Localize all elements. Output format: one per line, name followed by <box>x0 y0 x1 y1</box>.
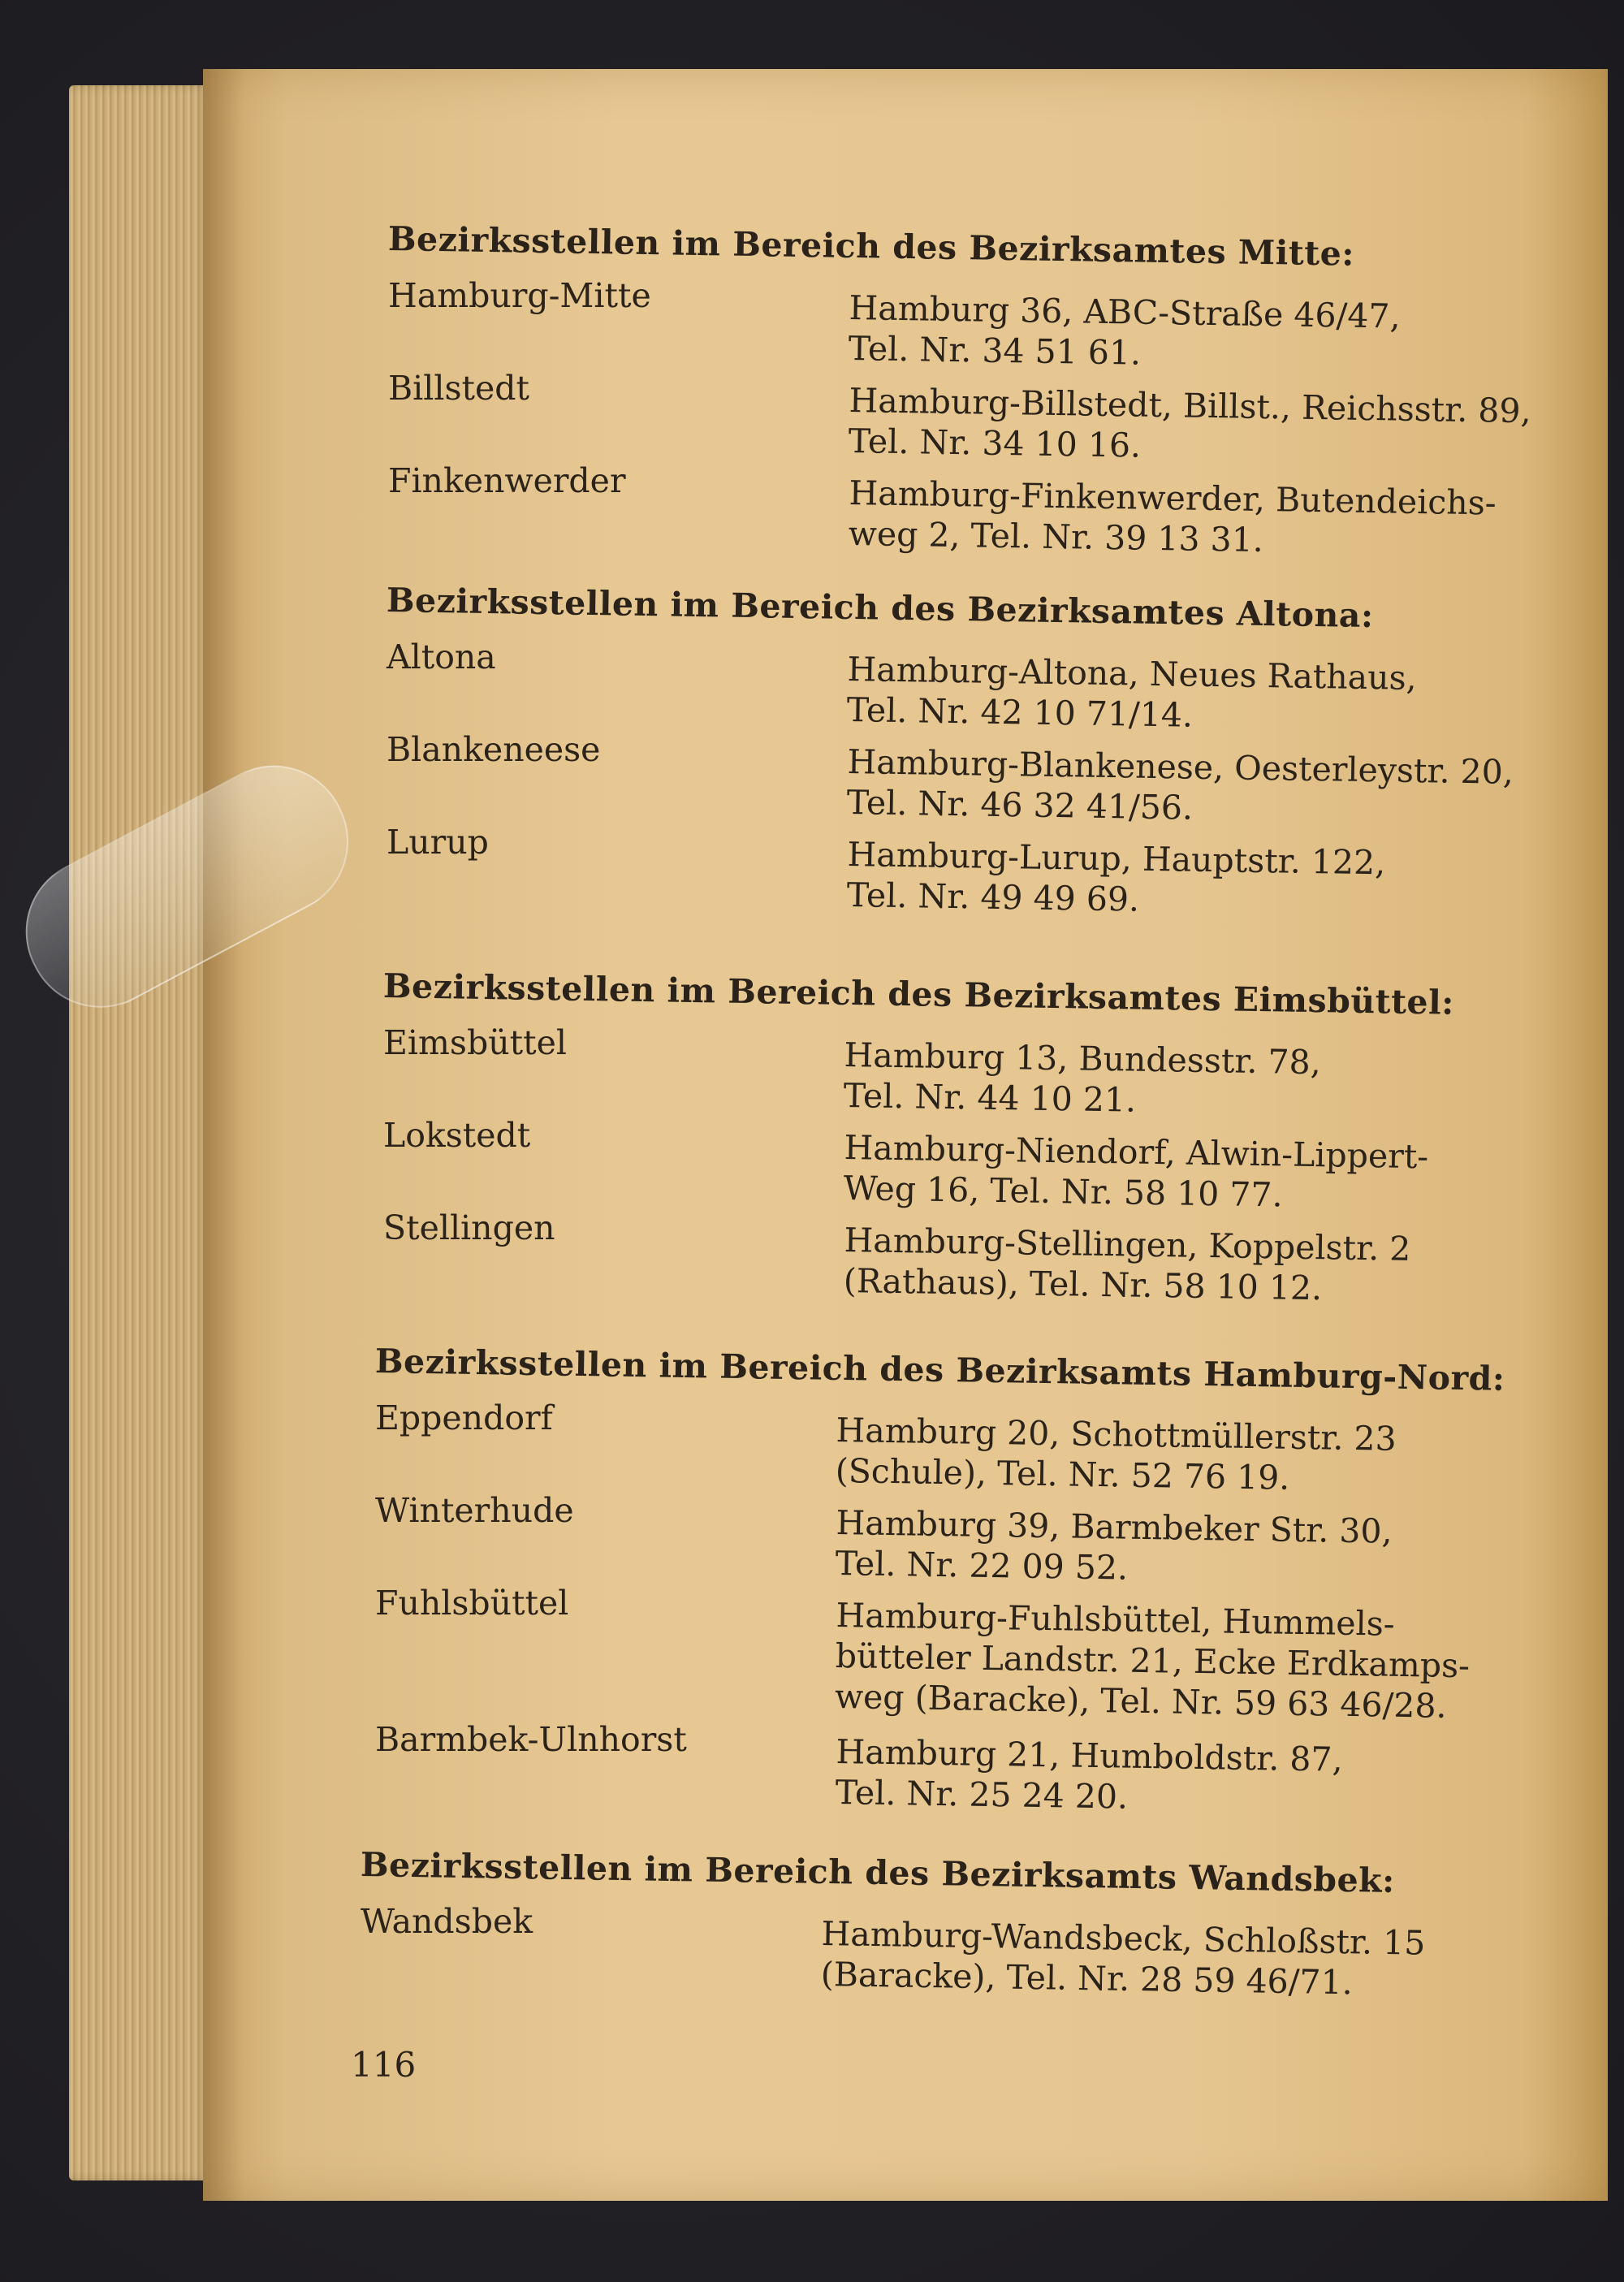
address-line: Hamburg-Billstedt, Billst., Reichsstr. 89, <box>849 380 1531 431</box>
address-line: Hamburg-Stellingen, Koppelstr. 2 <box>844 1220 1411 1268</box>
district-name: Hamburg-Mitte <box>388 276 651 315</box>
district-name: Stellingen <box>383 1208 555 1247</box>
section-mitte <box>387 219 1549 560</box>
address-line: Hamburg-Wandsbeck, Schloßstr. 15 <box>821 1913 1426 1963</box>
district-address <box>848 287 1547 379</box>
district-address <box>846 741 1545 833</box>
district-address <box>820 1913 1519 2005</box>
address-line: Tel. Nr. 25 24 20. <box>835 1772 1129 1817</box>
address-line: bütteler Landstr. 21, Ecke Erdkamps- <box>835 1636 1471 1686</box>
district-name: Lokstedt <box>383 1116 531 1155</box>
list-item <box>375 1584 1536 1726</box>
district-name: Eimsbüttel <box>383 1023 567 1062</box>
address-line: Tel. Nr. 34 10 16. <box>848 421 1142 465</box>
district-name: Altona <box>387 637 496 676</box>
district-address <box>846 649 1545 741</box>
district-name: Barmbek-Ulnhorst <box>375 1720 687 1759</box>
district-address <box>843 1035 1542 1126</box>
district-name: Lurup <box>387 823 489 862</box>
address-line: Tel. Nr. 46 32 41/56. <box>846 782 1194 828</box>
address-line: (Baracke), Tel. Nr. 28 59 46/71. <box>820 1954 1354 2003</box>
district-name: Finkenwerder <box>388 461 626 500</box>
list-item <box>383 1023 1544 1120</box>
list-item <box>388 276 1549 373</box>
list-item <box>388 369 1549 465</box>
address-line: Hamburg-Lurup, Hauptstr. 122, <box>847 834 1386 883</box>
address-line: Hamburg-Blankenese, Oesterleystr. 20, <box>847 741 1514 792</box>
district-name: Blankeneese <box>387 730 601 769</box>
district-name: Billstedt <box>388 369 529 408</box>
district-address <box>848 380 1547 472</box>
address-line: Hamburg 36, ABC-Straße 46/47, <box>849 287 1401 336</box>
address-line: Hamburg-Finkenwerder, Butendeichs- <box>849 473 1497 523</box>
section-wandsbek <box>360 1845 1522 2003</box>
page-number: 116 <box>351 2045 417 2085</box>
section-heading: Bezirksstellen im Bereich des Bezirksamts Hamburg-Nord: <box>374 1342 1505 1398</box>
district-address <box>846 834 1545 926</box>
list-item <box>375 1720 1536 1817</box>
address-line: Hamburg 13, Bundesstr. 78, <box>844 1035 1322 1083</box>
list-item <box>375 1491 1536 1588</box>
address-line: Hamburg-Altona, Neues Rathaus, <box>847 649 1418 698</box>
district-address <box>843 1220 1542 1312</box>
district-name: Eppendorf <box>375 1398 553 1437</box>
district-name: Winterhude <box>375 1491 574 1530</box>
district-address <box>843 1127 1542 1219</box>
address-line: (Schule), Tel. Nr. 52 76 19. <box>835 1450 1290 1498</box>
list-item <box>388 461 1549 560</box>
district-name: Fuhlsbüttel <box>375 1584 569 1623</box>
address-line: Hamburg 20, Schottmüllerstr. 23 <box>836 1410 1397 1459</box>
district-address <box>835 1595 1535 1727</box>
address-line: Hamburg 39, Barmbeker Str. 30, <box>836 1502 1393 1551</box>
address-line: weg 2, Tel. Nr. 39 13 31. <box>848 513 1264 560</box>
address-line: Hamburg-Niendorf, Alwin-Lippert- <box>844 1127 1429 1177</box>
section-heading: Bezirksstellen im Bereich des Bezirksamtes Eimsbüttel: <box>382 966 1455 1022</box>
list-item <box>383 1116 1544 1215</box>
district-address <box>835 1731 1534 1823</box>
section-hamburg-nord <box>374 1342 1536 1817</box>
district-name: Wandsbek <box>361 1902 533 1941</box>
address-line: Weg 16, Tel. Nr. 58 10 77. <box>843 1168 1283 1215</box>
list-item <box>387 637 1548 735</box>
list-item <box>387 823 1548 919</box>
list-item <box>387 730 1548 828</box>
address-line: (Rathaus), Tel. Nr. 58 10 12. <box>843 1260 1323 1308</box>
district-address <box>848 473 1547 564</box>
address-line: Tel. Nr. 22 09 52. <box>835 1543 1129 1588</box>
section-altona <box>386 581 1548 919</box>
list-item <box>383 1208 1544 1308</box>
address-line: Tel. Nr. 49 49 69. <box>846 875 1140 919</box>
address-line: Hamburg 21, Humboldstr. 87, <box>836 1731 1343 1779</box>
district-address <box>835 1410 1534 1502</box>
district-address <box>835 1502 1534 1594</box>
list-item <box>375 1398 1536 1498</box>
section-heading: Bezirksstellen im Bereich des Bezirksamtes Mitte: <box>387 219 1355 274</box>
section-heading: Bezirksstellen im Bereich des Bezirksamtes Altona: <box>386 581 1374 636</box>
address-line: Tel. Nr. 44 10 21. <box>843 1075 1137 1120</box>
address-line: Tel. Nr. 34 51 61. <box>848 328 1142 373</box>
list-item <box>361 1902 1522 2003</box>
address-line: Tel. Nr. 42 10 71/14. <box>846 689 1194 735</box>
address-line: Hamburg-Fuhlsbüttel, Hummels- <box>836 1595 1395 1644</box>
section-heading: Bezirksstellen im Bereich des Bezirksamts Wandsbek: <box>360 1845 1396 1901</box>
address-line: weg (Baracke), Tel. Nr. 59 63 46/28. <box>834 1676 1447 1726</box>
section-eimsbuettel <box>382 966 1544 1308</box>
